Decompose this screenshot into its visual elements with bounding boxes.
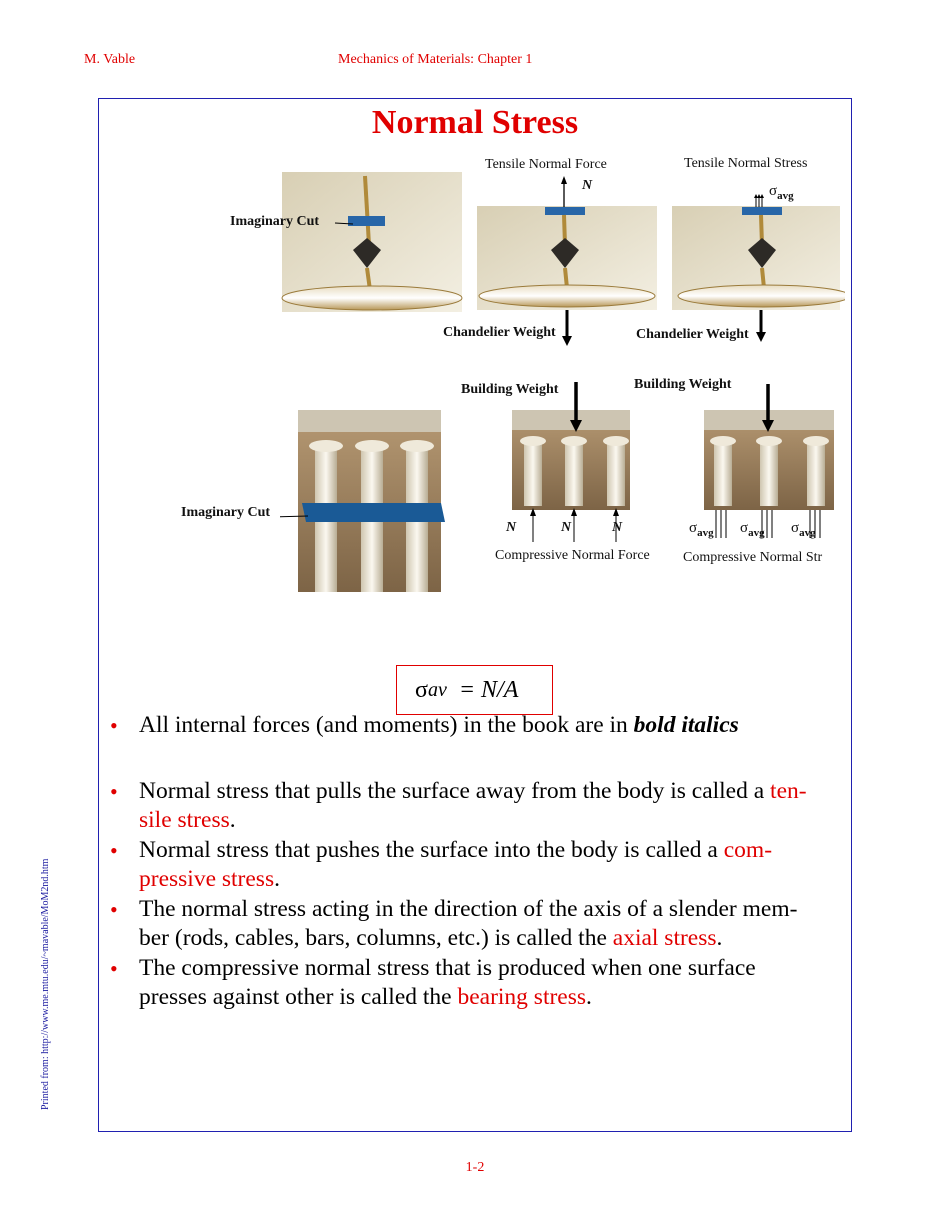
label-compressive-stress: Compressive Normal Str <box>683 550 823 565</box>
page-number: 1-2 <box>465 1160 485 1175</box>
label-tensile-force: Tensile Normal Force <box>485 157 607 172</box>
label-N-1: N <box>506 520 517 535</box>
bullet-item-1: • All internal forces (and moments) in the book are in bold italics <box>110 711 845 741</box>
label-sigma-avg-top: $\sigma_{avg}$ <box>769 183 794 202</box>
bullet-item-3: • Normal stress that pushes the surface into the body is called a com- pressive stress. <box>110 836 845 895</box>
label-imaginary-cut-bottom: Imaginary Cut <box>181 505 271 520</box>
label-sigma-avg-1: $\sigma_{avg}$ <box>689 520 714 539</box>
bullet-item-5: • The compressive normal stress that is produced when one surface presses against other is called the bearing stress. <box>110 954 845 1013</box>
label-tensile-stress: Tensile Normal Stress <box>684 156 808 171</box>
label-chandelier-weight-2: Chandelier Weight <box>636 327 749 342</box>
label-N-top: N <box>582 178 593 193</box>
bullet-list <box>110 711 845 1013</box>
label-chandelier-weight-1: Chandelier Weight <box>443 325 556 340</box>
label-compressive-force: Compressive Normal Force <box>495 548 650 563</box>
formula-subscript: av <box>427 678 447 701</box>
label-N-3: N <box>612 520 623 535</box>
label-building-weight-1: Building Weight <box>461 382 559 397</box>
formula-sigma: σ <box>415 676 428 703</box>
label-sigma-avg-3: $\sigma_{avg}$ <box>791 520 816 539</box>
bullet-item-4: • The normal stress acting in the direction of the axis of a slender mem- ber (rods, cables, bars, columns, etc.) is called the axial stress. <box>110 895 845 954</box>
formula-rhs: = N/A <box>458 676 519 703</box>
chandelier-figure <box>275 150 845 355</box>
side-note-url: Printed from: http://www.me.mtu.edu/~mavable/MoM2nd.htm <box>40 858 51 1110</box>
header-author: M. Vable <box>84 52 136 67</box>
header-chapter: Mechanics of Materials: Chapter 1 <box>338 52 533 67</box>
label-building-weight-2: Building Weight <box>634 377 732 392</box>
label-sigma-avg-2: $\sigma_{avg}$ <box>740 520 765 539</box>
chandelier-illustration <box>275 150 845 355</box>
formula-box <box>396 665 553 715</box>
label-N-2: N <box>561 520 572 535</box>
label-imaginary-cut-top: Imaginary Cut <box>230 214 320 229</box>
page-title: Normal Stress <box>371 104 579 141</box>
bullet-item-2: • Normal stress that pulls the surface away from the body is called a ten- sile stress. <box>110 777 845 836</box>
